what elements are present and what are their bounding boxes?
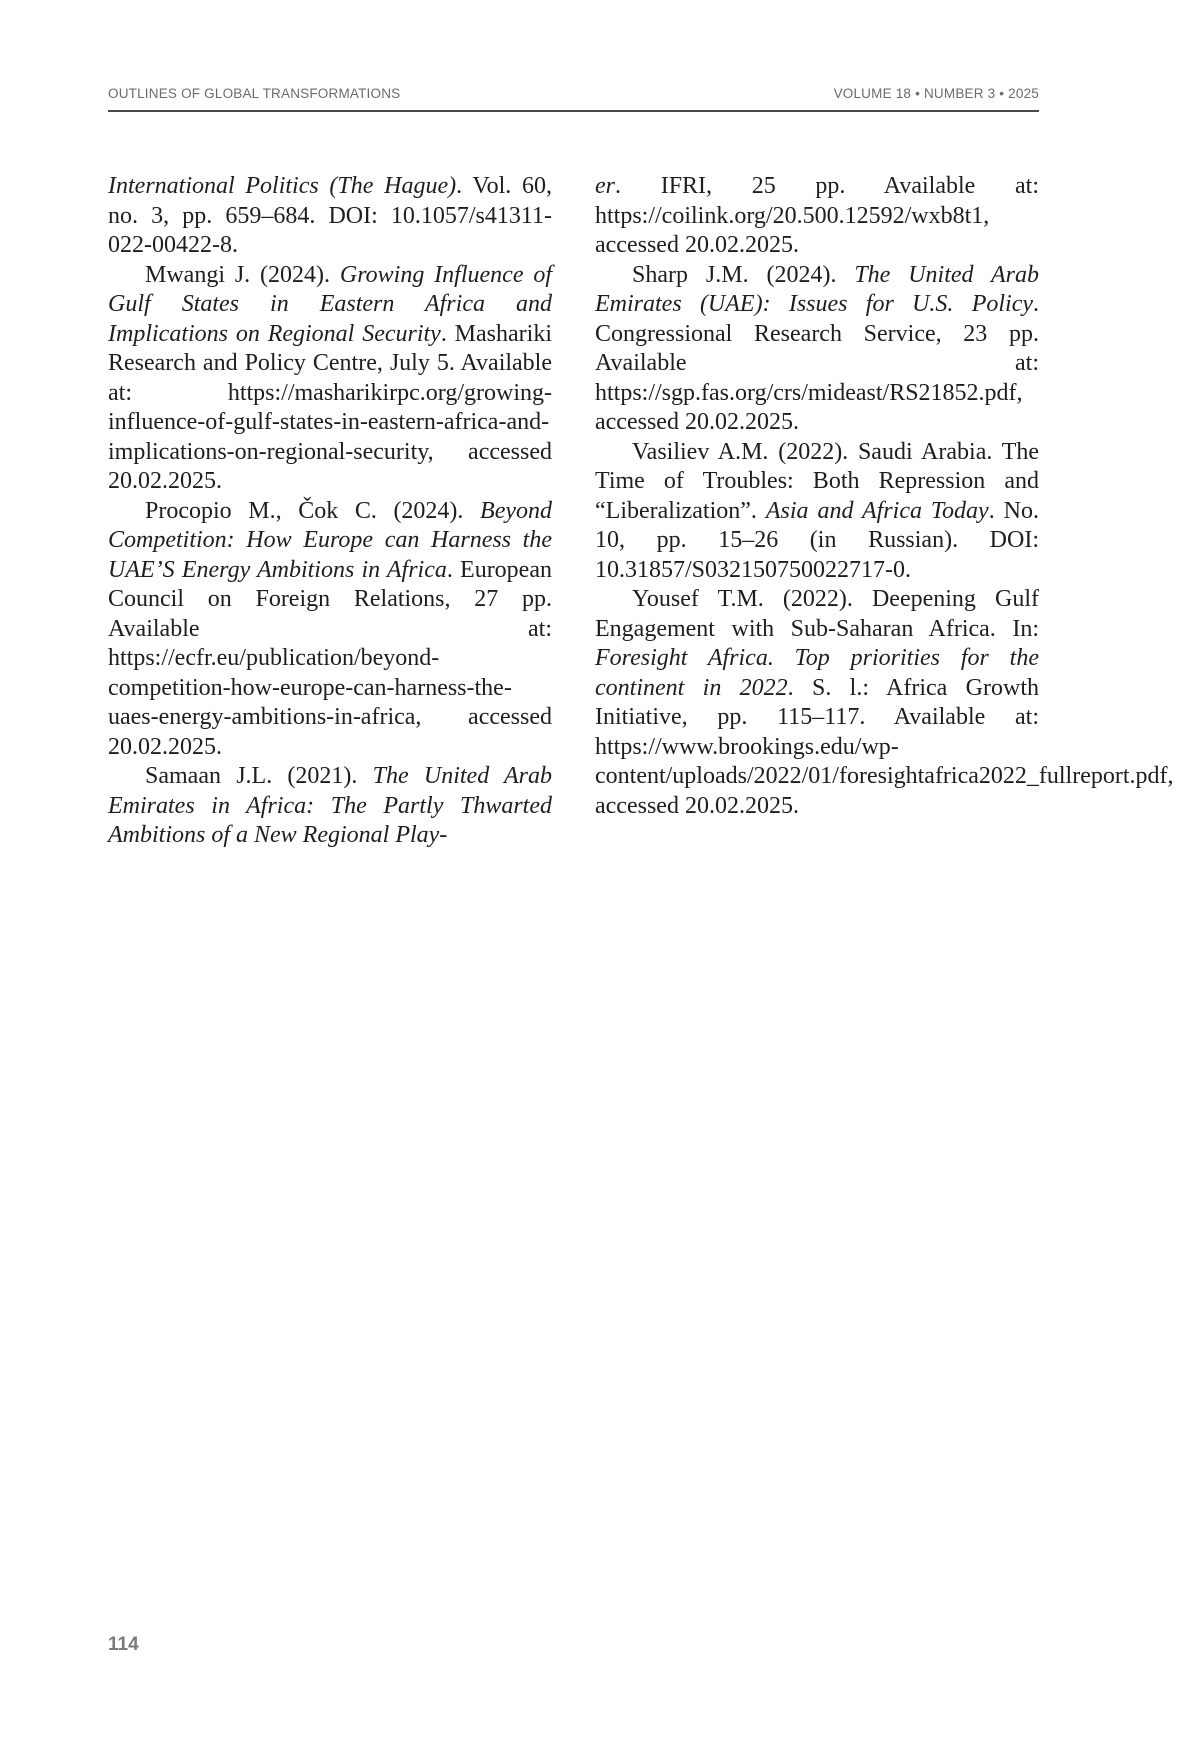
reference-title: Beyond Competition: How Europe can Harness the UAE’S Energy Ambitions in Africa (108, 497, 552, 583)
reference-source-title: International Politics (The Hague) (108, 173, 457, 199)
reference-title: Asia and Africa Today (765, 497, 989, 524)
reference-sharp (595, 261, 1039, 438)
issue-info: VOLUME 18 • NUMBER 3 • 2025 (833, 86, 1039, 101)
reference-procopio (108, 497, 552, 763)
reference-details: . S. l.: Africa Growth Initiative, pp. 115–117. Available at: https://www.brookings.edu/wp-content/uploads/2022/01/foresightafrica2022_fullreport.pdf, accessed 20.02.2025. (595, 674, 1174, 819)
reference-vasiliev (595, 438, 1039, 586)
reference-yousef (595, 585, 1174, 821)
reference-authors: Vasiliev A.M. (2022). Saudi Arabia. The Time of Troubles: Both Repression and “Liberalization”. (595, 438, 1039, 524)
reference-details: . Mashariki Research and Policy Centre, July 5. Available at: https://masharikirpc.org/growing-influence-of-gulf-states-in-eastern-africa-and-implications-on-regional-security, accessed 20.02.2025. (108, 320, 552, 494)
running-header (108, 84, 1039, 112)
reference-title: Foresight Africa. Top priorities for the continent in 2022 (595, 645, 1039, 701)
reference-samaan-continued (595, 172, 1039, 261)
reference-authors: Mwangi J. (2024). (145, 261, 340, 288)
reference-details: . Vol. 60, no. 3, pp. 659–684. DOI: 10.1057/s41311-022-00422-8. (108, 173, 552, 258)
reference-continued (108, 172, 552, 261)
reference-samaan (108, 762, 552, 851)
reference-authors: Sharp J.M. (2024). (632, 261, 855, 288)
right-column (595, 172, 1174, 821)
reference-title: The United Arab Emirates in Africa: The Partly Thwarted Ambitions of a New Regional Play- (108, 763, 552, 848)
reference-details: . No. 10, pp. 15–26 (in Russian). DOI: 10.31857/S032150750022717-0. (595, 497, 1039, 583)
page-number: 114 (108, 1634, 139, 1655)
reference-details: . Congressional Research Service, 23 pp. Available at: https://sgp.fas.org/crs/mideast/RS21852.pdf, accessed 20.02.2025. (595, 291, 1039, 435)
reference-authors: Procopio M., Čok C. (2024). (145, 497, 481, 524)
reference-title: Growing Influence of Gulf States in Eastern Africa and Implications on Regional Security (108, 261, 552, 347)
reference-details: . European Council on Foreign Relations, 27 pp. Available at: https://ecfr.eu/publication/beyond-competition-how-europe-can-harness-the-uaes-energy-ambitions-in-africa, accessed 20.02.2025. (108, 556, 552, 760)
reference-mwangi (108, 261, 552, 497)
reference-title: The United Arab Emirates (UAE): Issues for U.S. Policy (595, 261, 1039, 317)
reference-title: er (595, 173, 615, 199)
reference-details: . IFRI, 25 pp. Available at: https://coilink.org/20.500.12592/wxb8t1, accessed 20.02.2025. (595, 173, 1039, 258)
reference-authors: Yousef T.M. (2022). Deepening Gulf Engagement with Sub-Saharan Africa. In: (595, 586, 1039, 642)
reference-authors: Samaan J.L. (2021). (145, 763, 373, 789)
left-column (108, 172, 552, 851)
journal-title: OUTLINES OF GLOBAL TRANSFORMATIONS (108, 86, 401, 101)
